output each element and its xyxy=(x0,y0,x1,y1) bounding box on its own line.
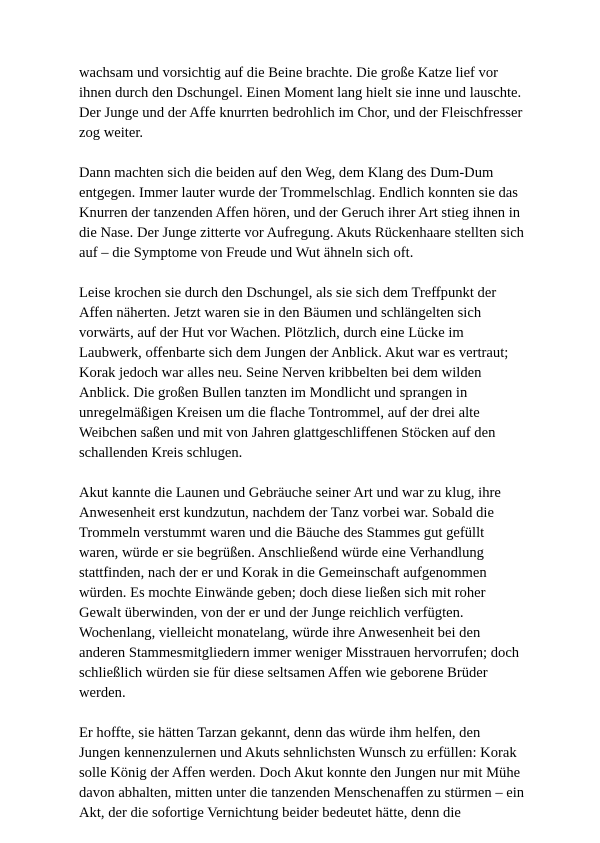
text-line: Der Junge und der Affe knurrten bedrohlich im Chor, und der Fleischfresser xyxy=(79,105,523,121)
text-line: stattfinden, nach der er und Korak in die Gemeinschaft aufgenommen xyxy=(79,565,487,581)
text-line: Er hoffte, sie hätten Tarzan gekannt, denn das würde ihm helfen, den xyxy=(79,725,481,741)
paragraph-4 xyxy=(79,483,539,703)
text-line: Weibchen saßen und mit von Jahren glattgeschliffenen Stöcken auf den xyxy=(79,425,496,441)
text-line: Wochenlang, vielleicht monatelang, würde ihre Anwesenheit bei den xyxy=(79,625,481,641)
text-line: Gewalt überwinden, von der er und der Junge reichlich verfügten. xyxy=(79,605,464,621)
text-line: Akt, der die sofortige Vernichtung beider bedeutet hätte, denn die xyxy=(79,805,461,821)
text-line: Trommeln verstummt waren und die Bäuche des Stammes gut gefüllt xyxy=(79,525,485,541)
text-line: waren, würde er sie begrüßen. Anschließend würde eine Verhandlung xyxy=(79,545,484,561)
text-line: Laubwerk, offenbarte sich dem Jungen der Anblick. Akut war es vertraut; xyxy=(79,345,509,361)
text-line: unregelmäßigen Kreisen um die flache Tontrommel, auf der drei alte xyxy=(79,405,480,421)
text-line: Korak jedoch war alles neu. Seine Nerven kribbelten bei dem wilden xyxy=(79,365,482,381)
text-line: Anwesenheit erst kundzutun, nachdem der Tanz vorbei war. Sobald die xyxy=(79,505,494,521)
text-line: Jungen kennenzulernen und Akuts sehnlichsten Wunsch zu erfüllen: Korak xyxy=(79,745,517,761)
paragraph-2 xyxy=(79,163,539,263)
text-line: anderen Stammesmitgliedern immer weniger Misstrauen hervorrufen; doch xyxy=(79,645,520,661)
text-line: vorwärts, auf der Hut vor Wachen. Plötzlich, durch eine Lücke im xyxy=(79,325,464,341)
text-line: schallenden Kreis schlugen. xyxy=(79,445,243,461)
paragraph-5 xyxy=(79,723,539,823)
text-line: Dann machten sich die beiden auf den Weg, dem Klang des Dum-Dum xyxy=(79,165,494,181)
text-line: davon abhalten, mitten unter die tanzenden Menschenaffen zu stürmen – ein xyxy=(79,785,525,801)
text-line: Akut kannte die Launen und Gebräuche seiner Art und war zu klug, ihre xyxy=(79,485,501,501)
text-line: Affen näherten. Jetzt waren sie in den Bäumen und schlängelten sich xyxy=(79,305,482,321)
paragraph-1 xyxy=(79,63,539,143)
text-line: zog weiter. xyxy=(79,125,144,141)
text-line: ihnen durch den Dschungel. Einen Moment lang hielt sie inne und lauschte. xyxy=(79,85,522,101)
document-page xyxy=(79,63,539,843)
text-line: Knurren der tanzenden Affen hören, und der Geruch ihrer Art stieg ihnen in xyxy=(79,205,521,221)
text-line: werden. xyxy=(79,685,126,701)
text-line: auf – die Symptome von Freude und Wut ähneln sich oft. xyxy=(79,245,414,261)
text-line: entgegen. Immer lauter wurde der Trommelschlag. Endlich konnten sie das xyxy=(79,185,518,201)
text-line: die Nase. Der Junge zitterte vor Aufregung. Akuts Rückenhaare stellten sich xyxy=(79,225,524,241)
paragraph-3 xyxy=(79,283,539,463)
text-line: würden. Es mochte Einwände geben; doch diese ließen sich mit roher xyxy=(79,585,486,601)
text-line: Leise krochen sie durch den Dschungel, als sie sich dem Treffpunkt der xyxy=(79,285,497,301)
text-line: Anblick. Die großen Bullen tanzten im Mondlicht und sprangen in xyxy=(79,385,468,401)
text-line: schließlich würden sie für diese seltsamen Affen wie geborene Brüder xyxy=(79,665,488,681)
text-line: wachsam und vorsichtig auf die Beine brachte. Die große Katze lief vor xyxy=(79,65,499,81)
text-line: solle König der Affen werden. Doch Akut konnte den Jungen nur mit Mühe xyxy=(79,765,521,781)
